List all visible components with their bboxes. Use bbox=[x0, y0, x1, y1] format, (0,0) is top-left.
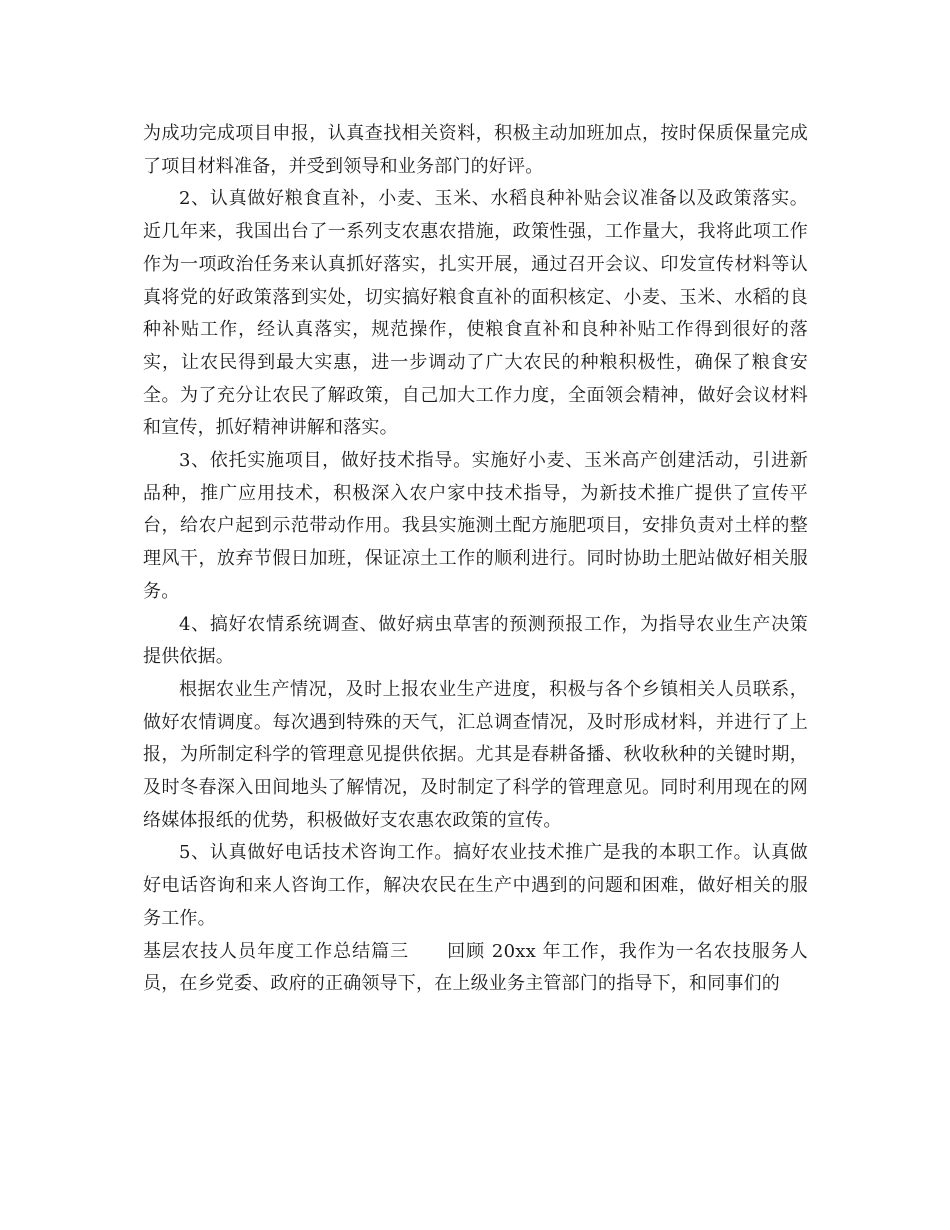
paragraph-project-application: 为成功完成项目申报，认真查找相关资料，积极主动加班加点，按时保质保量完成了项目材料准备，并受到领导和业务部门的好评。 bbox=[143, 123, 808, 177]
paragraph-phone-consulting: 5、认真做好电话技术咨询工作。搞好农业技术推广是我的本职工作。认真做好电话咨询和来人咨询工作，解决农民在生产中遇到的问题和困难，做好相关的服务工作。 bbox=[143, 842, 808, 929]
paragraph-crop-survey: 4、搞好农情系统调查、做好病虫草害的预测预报工作，为指导农业生产决策提供依据。 bbox=[143, 613, 808, 668]
paragraph-section-three-heading: 基层农技人员年度工作总结篇三 回顾 20xx 年工作，我作为一名农技服务人员，在乡党委、政府的正确领导下，在上级业务主管部门的指导下，和同事们的 bbox=[143, 940, 808, 995]
paragraph-technical-guidance: 3、依托实施项目，做好技术指导。实施好小麦、玉米高产创建活动，引进新品种，推广应用技术，积极深入农户家中技术指导，为新技术推广提供了宣传平台，给农户起到示范带动作用。我县实施测土配方施肥项目，安排负责对土样的整理风干，放弃节假日加班，保证凉土工作的顺利进行。同时协助土肥站做好相关服务。 bbox=[143, 450, 808, 602]
document-page bbox=[143, 118, 808, 1001]
paragraph-grain-subsidy: 2、认真做好粮食直补，小麦、玉米、水稻良种补贴会议准备以及政策落实。近几年来，我国出台了一系列支农惠农措施，政策性强，工作量大，我将此项工作作为一项政治任务来认真抓好落实，扎实开展，通过召开会议、印发宣传材料等认真将党的好政策落到实处，切实搞好粮食直补的面积核定、小麦、玉米、水稻的良种补贴工作，经认真落实，规范操作，使粮食直补和良种补贴工作得到很好的落实，让农民得到最大实惠，进一步调动了广大农民的种粮积极性，确保了粮食安全。为了充分让农民了解政策，自己加大工作力度，全面领会精神，做好会议材料和宣传，抓好精神讲解和落实。 bbox=[143, 188, 808, 439]
paragraph-production-reporting: 根据农业生产情况，及时上报农业生产进度，积极与各个乡镇相关人员联系，做好农情调度。每次遇到特殊的天气，汇总调查情况，及时形成材料，并进行了上报，为所制定科学的管理意见提供依据。尤其是春耕备播、秋收秋种的关键时期，及时冬春深入田间地头了解情况，及时制定了科学的管理意见。同时利用现在的网络媒体报纸的优势，积极做好支农惠农政策的宣传。 bbox=[143, 678, 808, 831]
